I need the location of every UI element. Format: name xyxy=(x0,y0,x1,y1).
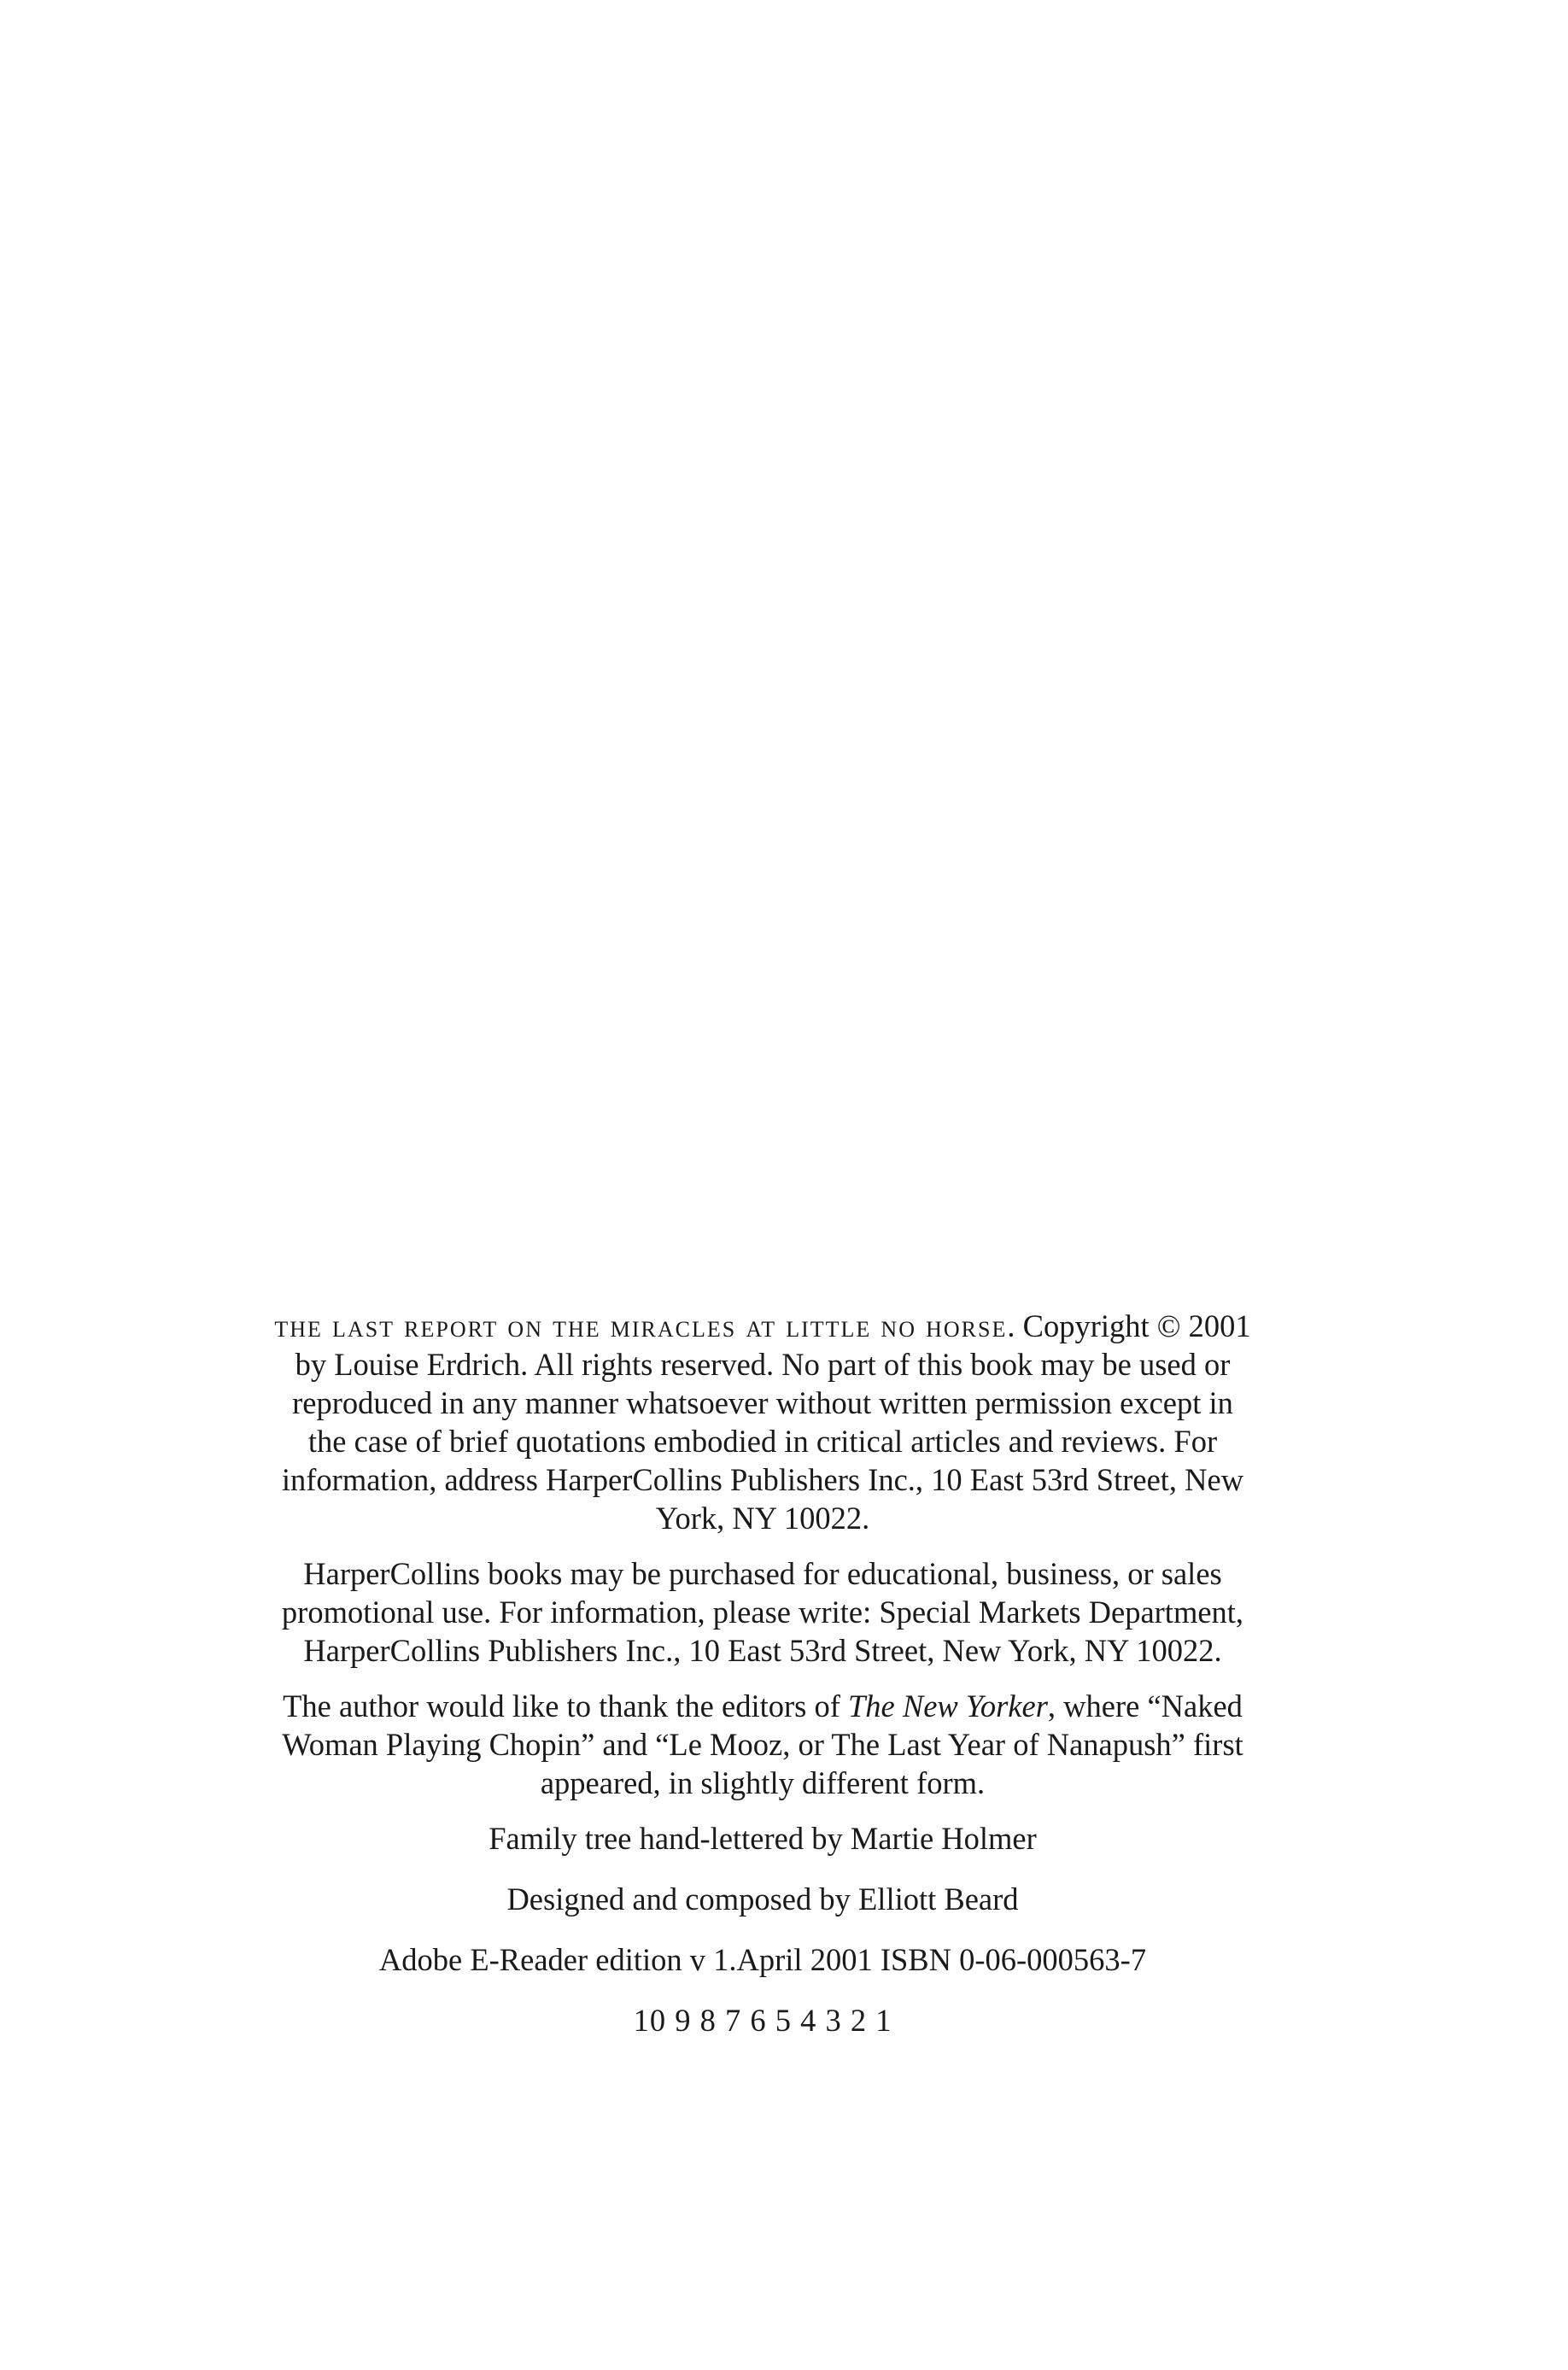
copyright-paragraph xyxy=(272,1307,1254,1537)
family-tree-credit: Family tree hand-lettered by Martie Holmer xyxy=(489,1821,1037,1856)
special-sales-paragraph: HarperCollins books may be purchased for educational, business, or sales promotional use. For information, please write: Special Markets Department, HarperCollins Publishers Inc., 10 East 53rd Street, New York, NY 10022. xyxy=(281,1556,1244,1668)
magazine-title: The New Yorker xyxy=(848,1688,1048,1723)
printing-numbers: 10 9 8 7 6 5 4 3 2 1 xyxy=(633,2003,892,2038)
copyright-block xyxy=(272,1307,1254,2039)
acknowledgment-before: The author would like to thank the editors of xyxy=(283,1688,848,1723)
book-title: the last report on the miracles at little no horse xyxy=(274,1308,1008,1343)
acknowledgment-after: , where “Naked Woman Playing Chopin” and “Le Mooz, or The Last Year of Nanapush” first appeared, in slightly different form. xyxy=(282,1688,1243,1800)
edition-line: Adobe E-Reader edition v 1.April 2001 ISBN 0-06-000563-7 xyxy=(378,1942,1147,1977)
copyright-statement: . Copyright © 2001 by Louise Erdrich. All rights reserved. No part of this book may be used or reproduced in any manner whatsoever without written permission except in the case of brief quotations embodied in critical articles and reviews. For information, address HarperCollins Publishers Inc., 10 East 53rd Street, New York, NY 10022. xyxy=(281,1308,1251,1536)
acknowledgment-paragraph xyxy=(272,1687,1254,1802)
design-credit: Designed and composed by Elliott Beard xyxy=(506,1881,1019,1916)
